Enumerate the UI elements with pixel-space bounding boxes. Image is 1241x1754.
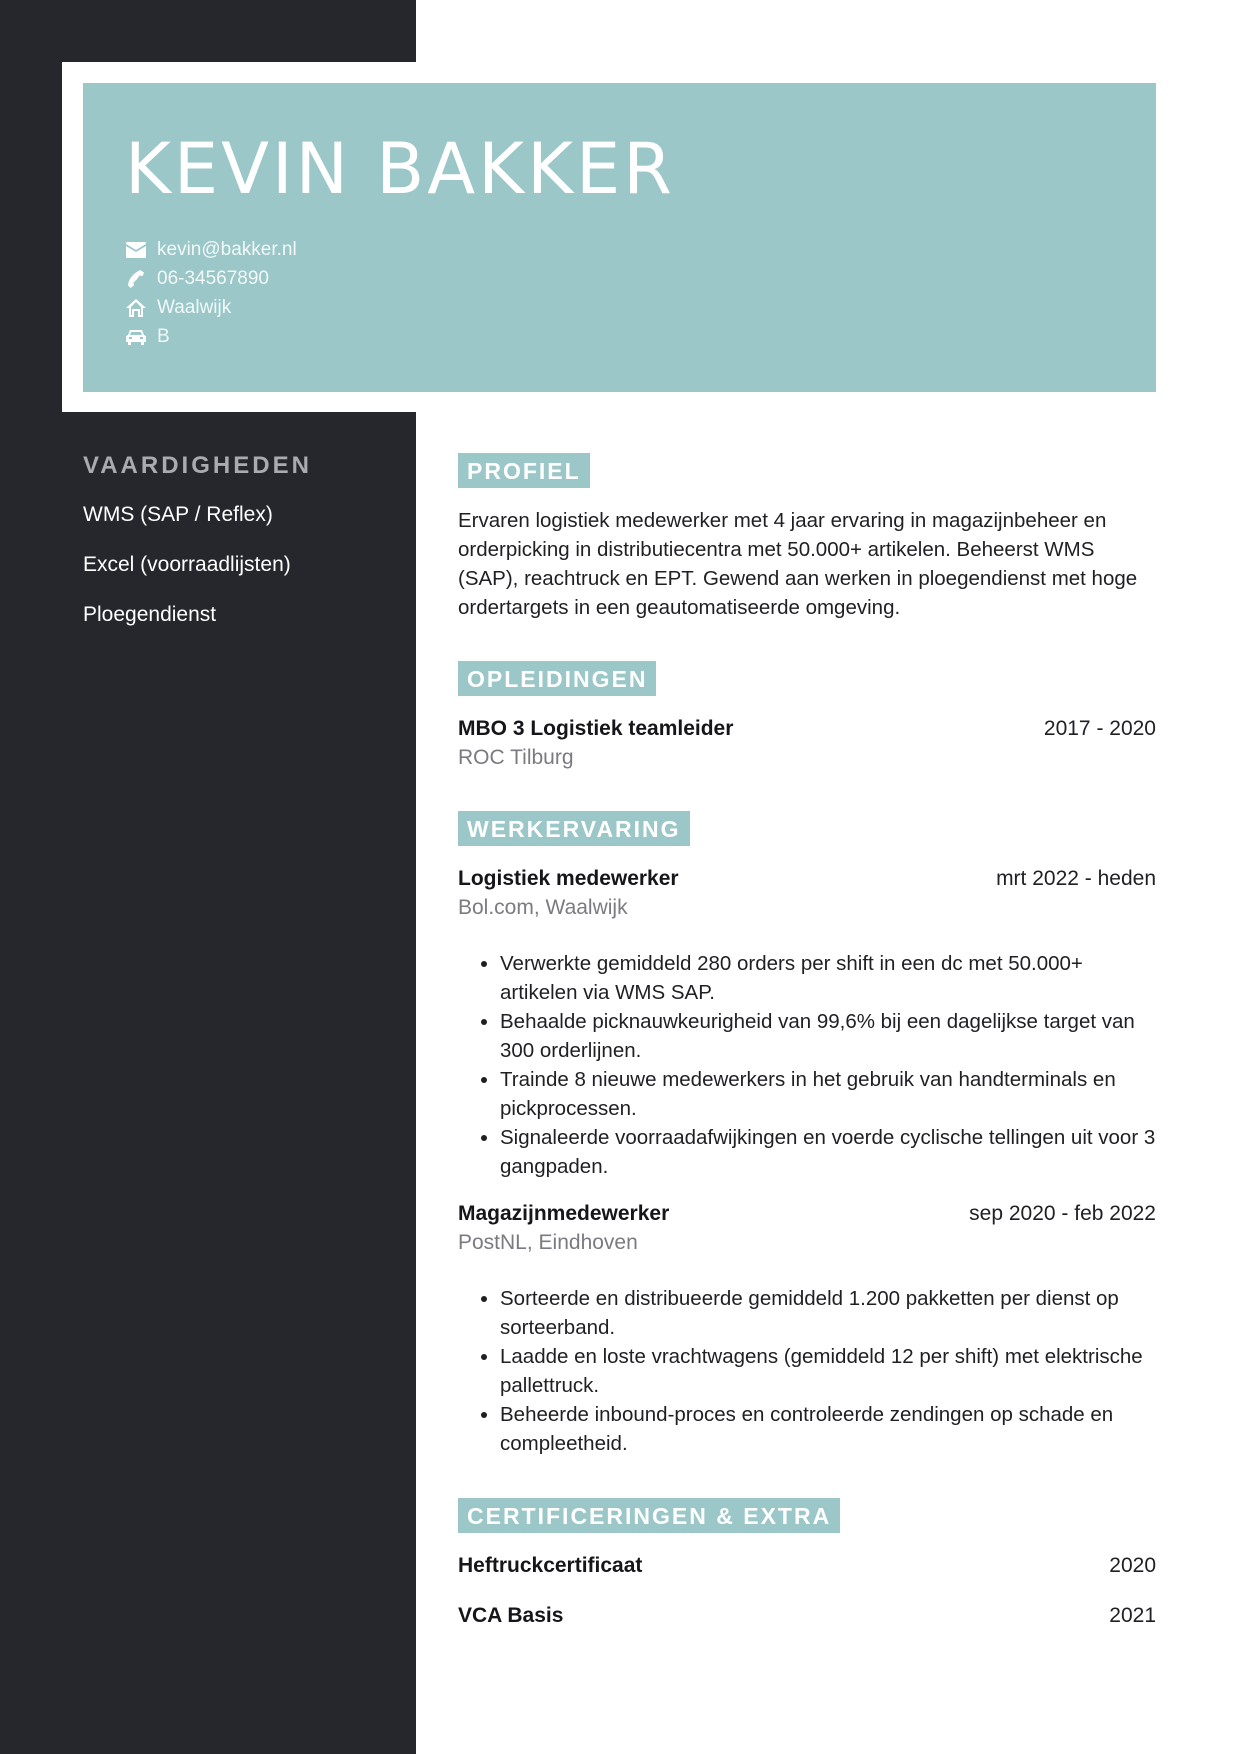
skills-heading: VAARDIGHEDEN	[83, 452, 312, 479]
contact-license	[125, 322, 297, 351]
education-entry	[458, 714, 1156, 772]
job-bullets	[458, 949, 1156, 1181]
bullet-item: • Behaalde picknauwkeurigheid van 99,6% bij een dagelijkse target van 300 orderlijnen.	[500, 1007, 1156, 1065]
job-title: Magazijnmedewerker	[458, 1202, 670, 1225]
header-banner	[83, 83, 1156, 392]
contact-phone	[125, 264, 297, 293]
education-heading: OPLEIDINGEN	[458, 661, 656, 696]
certification-title: VCA Basis	[458, 1604, 564, 1627]
skill-item: Excel (voorraadlijsten)	[83, 553, 291, 576]
contact-list	[125, 235, 297, 351]
profile-text: Ervaren logistiek medewerker met 4 jaar ervaring in magazijnbeheer en orderpicking in distributiecentra met 50.000+ artikelen. Beheerst WMS (SAP), reachtruck en EPT. Gewend aan werken in ploegendienst met hoge ordertargets in een geautomatiseerde omgeving.	[458, 509, 1138, 619]
certification-year: 2021	[1109, 1604, 1156, 1627]
certifications-section	[458, 1498, 1156, 1630]
education-title: MBO 3 Logistiek teamleider	[458, 717, 734, 740]
certification-row	[458, 1601, 1156, 1630]
license-text: B	[157, 325, 170, 347]
certifications-heading: CERTIFICERINGEN & EXTRA	[458, 1498, 840, 1533]
profile-heading: PROFIEL	[458, 453, 590, 488]
skill-item: Ploegendienst	[83, 603, 217, 626]
education-institution: ROC Tilburg	[458, 746, 574, 769]
certification-row	[458, 1551, 1156, 1580]
job-period: mrt 2022 - heden	[996, 867, 1156, 890]
contact-email	[125, 235, 297, 264]
certification-title: Heftruckcertificaat	[458, 1554, 643, 1577]
skill-item: WMS (SAP / Reflex)	[83, 503, 273, 526]
bullet-item: • Trainde 8 nieuwe medewerkers in het gebruik van handterminals en pickprocessen.	[500, 1065, 1156, 1123]
profile-section	[458, 453, 1156, 622]
home-icon	[125, 298, 147, 318]
contact-location	[125, 293, 297, 322]
job-bullets	[458, 1284, 1156, 1458]
job-company: PostNL, Eindhoven	[458, 1231, 638, 1254]
main-content	[458, 453, 1156, 1630]
car-icon	[125, 327, 147, 347]
certification-year: 2020	[1109, 1554, 1156, 1577]
experience-entry	[458, 1199, 1156, 1458]
phone-icon	[125, 269, 147, 289]
experience-heading: WERKERVARING	[458, 811, 690, 846]
education-section	[458, 661, 1156, 772]
bullet-item: • Verwerkte gemiddeld 280 orders per shift in een dc met 50.000+ artikelen via WMS SAP.	[500, 949, 1156, 1007]
bullet-item: • Signaleerde voorraadafwijkingen en voerde cyclische tellingen uit voor 3 gangpaden.	[500, 1123, 1156, 1181]
job-title: Logistiek medewerker	[458, 867, 679, 890]
education-period: 2017 - 2020	[1043, 717, 1156, 740]
experience-entry	[458, 864, 1156, 1181]
email-text: kevin@bakker.nl	[157, 238, 297, 260]
envelope-icon	[125, 240, 147, 260]
experience-section	[458, 811, 1156, 1458]
location-text: Waalwijk	[157, 296, 232, 318]
skills-list	[83, 500, 383, 650]
bullet-item: • Beheerde inbound-proces en controleerde zendingen op schade en compleetheid.	[500, 1400, 1156, 1458]
candidate-name: KEVIN BAKKER	[125, 128, 675, 210]
skills-sidebar	[83, 452, 383, 650]
job-company: Bol.com, Waalwijk	[458, 896, 628, 919]
bullet-item: • Laadde en loste vrachtwagens (gemiddeld 12 per shift) met elektrische pallettruck.	[500, 1342, 1156, 1400]
bullet-item: • Sorteerde en distribueerde gemiddeld 1.200 pakketten per dienst op sorteerband.	[500, 1284, 1156, 1342]
job-period: sep 2020 - feb 2022	[969, 1202, 1156, 1225]
phone-text: 06-34567890	[157, 267, 269, 289]
